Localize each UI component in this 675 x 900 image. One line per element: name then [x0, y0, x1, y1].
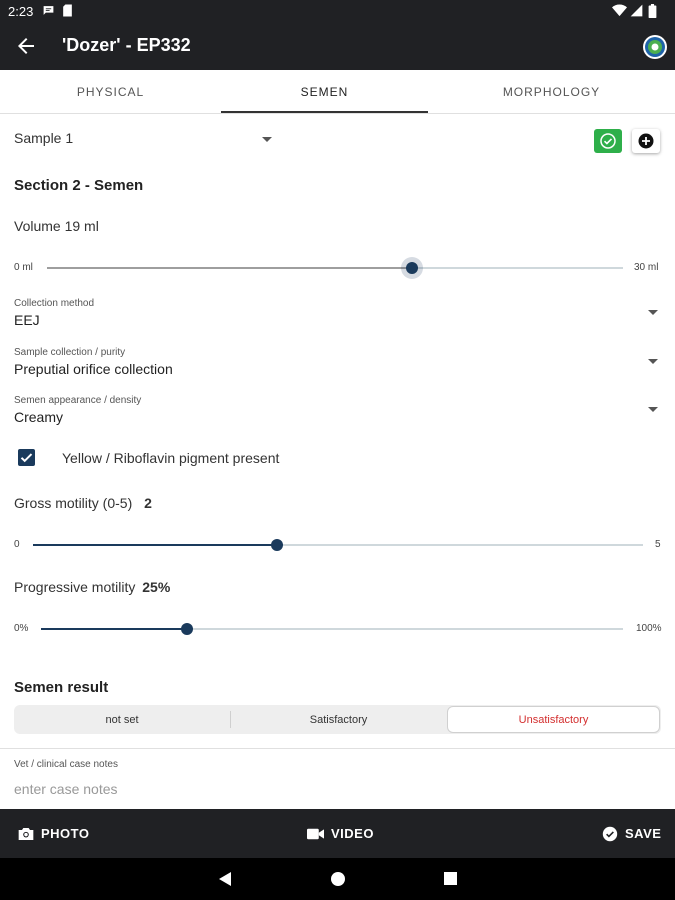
status-bar — [0, 0, 675, 22]
tab-physical[interactable]: PHYSICAL — [76, 85, 145, 99]
check-circle-icon — [594, 129, 622, 153]
chevron-down-icon — [648, 359, 658, 364]
volume-label: Volume 19 ml — [14, 218, 99, 234]
app-bar — [0, 22, 675, 70]
check-circle-icon — [602, 826, 618, 842]
semen-appearance-label: Semen appearance / density — [14, 395, 142, 406]
tab-bar — [0, 70, 675, 114]
semen-result-option-unsatisfactory[interactable]: Unsatisfactory — [447, 706, 660, 733]
status-time: 2:23 — [8, 4, 34, 19]
collection-method-select[interactable] — [14, 298, 660, 336]
video-button-label: VIDEO — [331, 826, 374, 841]
volume-max-label: 30 ml — [634, 262, 659, 273]
photo-button[interactable] — [18, 809, 90, 858]
progressive-motility-slider-thumb[interactable] — [181, 623, 193, 635]
page-title: 'Dozer' - EP332 — [62, 35, 191, 55]
chevron-down-icon — [648, 407, 658, 412]
gross-motility-slider-fill — [33, 544, 277, 546]
collection-method-value: EEJ — [14, 312, 40, 328]
add-sample-button[interactable] — [632, 129, 660, 153]
volume-min-label: 0 ml — [14, 262, 33, 273]
nav-recents-icon[interactable] — [443, 871, 458, 891]
app-logo-icon[interactable] — [642, 34, 668, 60]
progressive-motility-min-label: 0% — [14, 623, 29, 634]
video-button[interactable] — [307, 809, 374, 858]
volume-slider-thumb[interactable] — [406, 262, 418, 274]
sample-collection-select[interactable] — [14, 347, 660, 385]
checkmark-icon — [18, 449, 35, 466]
volume-slider-fill — [47, 267, 412, 269]
semen-result-option-satisfactory[interactable]: Satisfactory — [309, 713, 368, 726]
semen-appearance-select[interactable] — [14, 395, 660, 433]
gross-motility-min-label: 0 — [14, 539, 20, 550]
divider — [0, 748, 675, 749]
progressive-motility-slider-fill — [41, 628, 187, 630]
tab-morphology[interactable]: MORPHOLOGY — [502, 85, 601, 99]
camera-icon — [18, 827, 34, 841]
plus-circle-icon — [632, 129, 660, 153]
progressive-motility-slider[interactable] — [41, 628, 623, 630]
nav-back-icon[interactable] — [218, 871, 232, 892]
volume-slider[interactable] — [47, 267, 623, 269]
semen-result-toggle — [14, 705, 661, 734]
gross-motility-value: 2 — [144, 495, 152, 511]
case-notes-input[interactable] — [14, 778, 660, 800]
progressive-motility-max-label: 100% — [636, 623, 662, 634]
gross-motility-slider-thumb[interactable] — [271, 539, 283, 551]
gross-motility-label: Gross motility (0-5) — [14, 495, 133, 511]
collection-method-label: Collection method — [14, 298, 95, 309]
confirm-sample-button[interactable] — [594, 129, 622, 153]
action-bar — [0, 809, 675, 858]
save-button[interactable] — [602, 809, 661, 858]
case-notes-label: Vet / clinical case notes — [14, 759, 118, 770]
progressive-motility-label: Progressive motility — [14, 579, 136, 595]
back-arrow-icon[interactable] — [14, 34, 38, 58]
sample-select-value: Sample 1 — [14, 130, 74, 146]
save-button-label: SAVE — [625, 826, 662, 841]
signal-icon — [630, 4, 643, 20]
pigment-checkbox[interactable] — [18, 449, 35, 466]
progressive-motility-value: 25% — [142, 579, 171, 595]
tab-semen[interactable]: SEMEN — [300, 85, 349, 99]
section-title: Section 2 - Semen — [14, 177, 144, 194]
chevron-down-icon — [648, 310, 658, 315]
photo-button-label: PHOTO — [41, 826, 90, 841]
gross-motility-max-label: 5 — [655, 539, 661, 550]
pigment-checkbox-label: Yellow / Riboflavin pigment present — [62, 450, 280, 466]
semen-result-option-not-set[interactable]: not set — [105, 713, 139, 726]
wifi-icon — [612, 4, 627, 20]
progressive-motility-label-row — [14, 579, 170, 595]
semen-appearance-value: Creamy — [14, 409, 64, 425]
video-camera-icon — [307, 828, 324, 840]
sample-collection-label: Sample collection / purity — [14, 347, 126, 358]
nav-home-icon[interactable] — [330, 871, 346, 892]
semen-result-title: Semen result — [14, 679, 109, 696]
sd-card-icon — [62, 4, 73, 20]
sample-collection-value: Preputial orifice collection — [14, 361, 173, 377]
battery-icon — [648, 4, 657, 21]
sample-select[interactable] — [14, 130, 276, 154]
gross-motility-slider[interactable] — [33, 544, 643, 546]
system-nav-bar — [0, 858, 675, 900]
gross-motility-label-row — [14, 495, 152, 511]
tab-active-indicator — [221, 111, 428, 113]
message-notification-icon — [42, 4, 55, 20]
chevron-down-icon — [262, 137, 272, 142]
